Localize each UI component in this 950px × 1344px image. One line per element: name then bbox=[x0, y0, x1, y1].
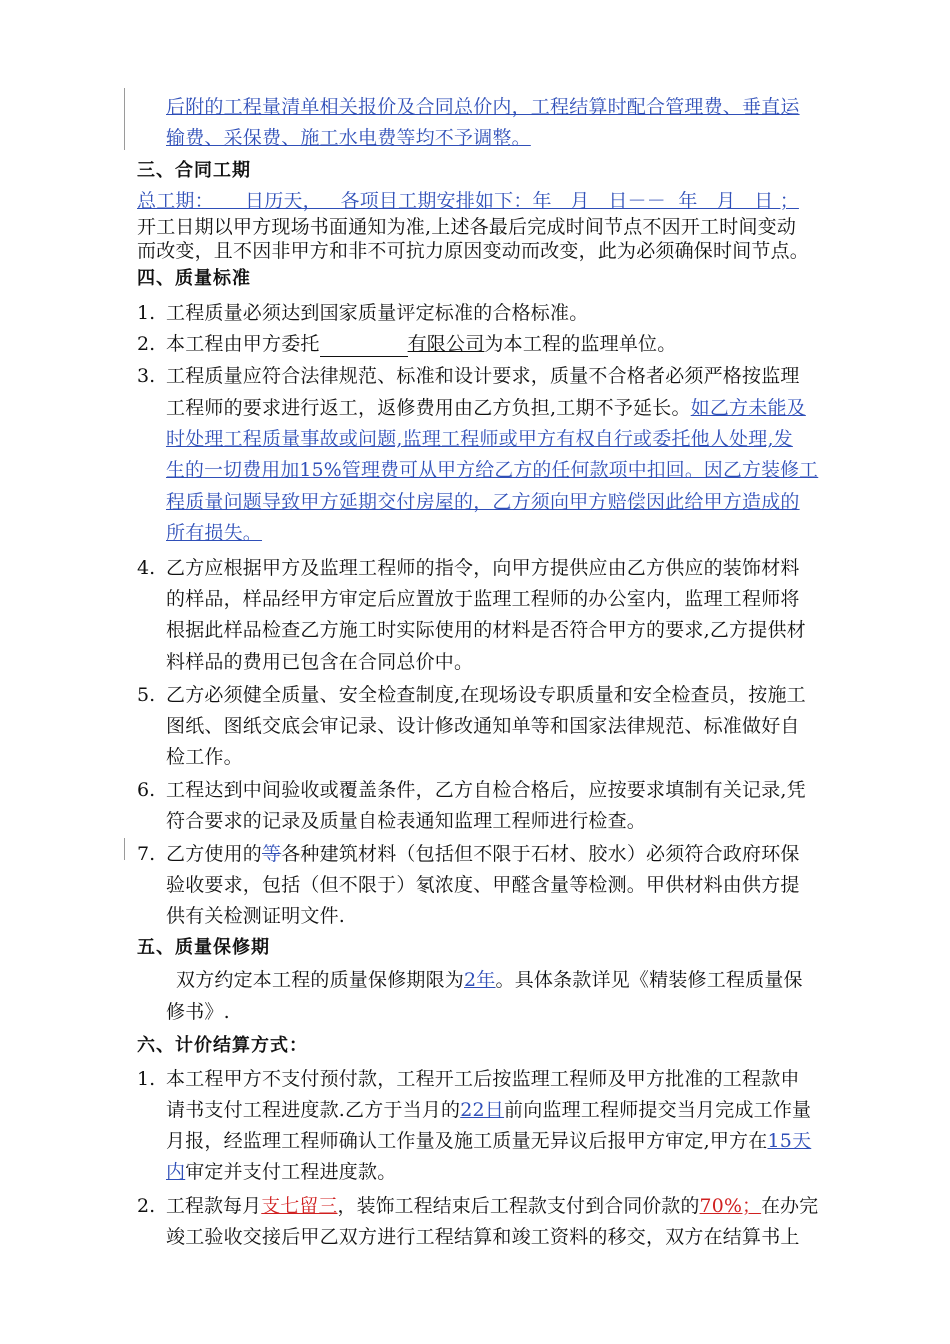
item-text: 竣工验收交接后甲乙双方进行工程结算和竣工资料的移交，双方在结算书上 bbox=[166, 1226, 800, 1248]
section2-line2: 输费、采保费、施工水电费等均不予调整。 bbox=[166, 127, 531, 149]
item-text: 符合要求的记录及质量自检表通知监理工程师进行检查。 bbox=[166, 810, 647, 832]
section3-line3: 而改变，且不因非甲方和非不可抗力原因变动而改变，此为必须确保时间节点。 bbox=[137, 240, 810, 262]
item-text-part: 各种建筑材料（包括但不限于石材、胶水）必须符合政府环保 bbox=[281, 843, 800, 865]
item-text-part: 前向监理工程师提交当月完成工作量 bbox=[504, 1099, 812, 1121]
item-text bbox=[166, 841, 800, 867]
revision-bar bbox=[124, 88, 125, 150]
item-text-part: 工程款每月 bbox=[166, 1195, 262, 1217]
section3-heading: 三、合同工期 bbox=[137, 160, 251, 181]
warranty-text: 。具体条款详见《精装修工程质量保 bbox=[495, 969, 803, 991]
item-text-part: 在办完 bbox=[761, 1195, 819, 1217]
item-text: 的样品，样品经甲方审定后应置放于监理工程师的办公室内，监理工程师将 bbox=[166, 588, 800, 610]
item-number: 5. bbox=[137, 684, 156, 706]
section2-line1: 后附的工程量清单相关报价及合同总价内，工程结算时配合管理费、垂直运 bbox=[166, 96, 800, 118]
section4-heading: 四、质量标准 bbox=[137, 268, 251, 289]
review-days-suffix: 内 bbox=[166, 1161, 186, 1183]
item-text: 工程质量应符合法律规范、标准和设计要求，质量不合格者必须严格按监理 bbox=[166, 365, 800, 387]
revised-text: 如乙方未能及 bbox=[690, 397, 806, 419]
item-text: 料样品的费用已包含在合同总价中。 bbox=[166, 651, 474, 673]
item-text: 乙方必须健全质量、安全检查制度,在现场设专职质量和安全检查员，按施工 bbox=[166, 684, 806, 706]
item-text: 检工作。 bbox=[166, 746, 243, 768]
item-text-part: 月报，经监理工程师确认工作量及施工质量无异议后报甲方审定,甲方在 bbox=[166, 1130, 768, 1152]
item-text: 本工程甲方不支付预付款，工程开工后按监理工程师及甲方批准的工程款申 bbox=[166, 1068, 800, 1090]
submission-day: 22日 bbox=[460, 1099, 505, 1121]
item-number: 3. bbox=[137, 365, 156, 387]
item-text bbox=[166, 1097, 811, 1123]
warranty-years: 2年 bbox=[464, 969, 496, 991]
item-text-part: 审定并支付工程进度款。 bbox=[185, 1161, 397, 1183]
item-text: 供有关检测证明文件. bbox=[166, 905, 346, 927]
item-text bbox=[166, 1128, 811, 1154]
item-text bbox=[166, 395, 806, 421]
revised-text: 程质量问题导致甲方延期交付房屋的，乙方须向甲方赔偿因此给甲方造成的 bbox=[166, 491, 800, 513]
item-text: 根据此样品检查乙方施工时实际使用的材料是否符合甲方的要求,乙方提供材 bbox=[166, 619, 806, 641]
item-text bbox=[166, 1193, 818, 1219]
revised-text: 时处理工程质量事故或问题,监理工程师或甲方有权自行或委托他人处理,发 bbox=[166, 428, 793, 450]
warranty-text: 双方约定本工程的质量保修期限为 bbox=[176, 969, 465, 991]
warranty-line2: 修书》. bbox=[166, 1001, 230, 1023]
item-text: 验收要求，包括（但不限于）氡浓度、甲醛含量等检测。甲供材料由供方提 bbox=[166, 874, 800, 896]
review-days: 15天 bbox=[767, 1130, 812, 1152]
revised-text: 所有损失。 bbox=[166, 522, 263, 544]
item-number: 4. bbox=[137, 557, 156, 579]
item-text bbox=[166, 331, 676, 357]
revised-text: 生的一切费用加15%管理费可从甲方给乙方的任何款项中扣回。因乙方装修工 bbox=[166, 459, 819, 481]
item-text: 乙方应根据甲方及监理工程师的指令，向甲方提供应由乙方供应的装饰材料 bbox=[166, 557, 800, 579]
item-number: 6. bbox=[137, 779, 156, 801]
item-text-part: 乙方使用的 bbox=[166, 843, 263, 865]
payment-percent: 70%； bbox=[699, 1195, 762, 1217]
company-name: 有限公司 bbox=[407, 333, 485, 355]
section5-heading: 五、质量保修期 bbox=[137, 937, 270, 958]
item-number: 7. bbox=[137, 843, 156, 865]
item-text: 图纸、图纸交底会审记录、设计修改通知单等和国家法律规范、标准做好自 bbox=[166, 715, 800, 737]
item-text: 工程达到中间验收或覆盖条件，乙方自检合格后，应按要求填制有关记录,凭 bbox=[166, 779, 806, 801]
item-text-pre: 本工程由甲方委托 bbox=[166, 333, 320, 355]
item-text bbox=[166, 1159, 396, 1185]
item-text-part: 工程师的要求进行返工，返修费用由乙方负担,工期不予延长。 bbox=[166, 397, 691, 419]
warranty-line1 bbox=[176, 967, 803, 993]
revision-bar bbox=[124, 838, 125, 860]
item-number: 2. bbox=[137, 1195, 156, 1217]
item-number: 1. bbox=[137, 1068, 156, 1090]
supervisor-blank bbox=[320, 334, 408, 357]
payment-ratio: 支七留三 bbox=[261, 1195, 338, 1217]
item-number: 2. bbox=[137, 333, 156, 355]
item-number: 1. bbox=[137, 302, 156, 324]
section3-line2: 开工日期以甲方现场书面通知为准,上述各最后完成时间节点不因开工时间变动 bbox=[137, 216, 797, 238]
item-text: 工程质量必须达到国家质量评定标准的合格标准。 bbox=[166, 302, 589, 324]
total-period-line: 总工期： 日历天， 各项目工期安排如下：年 月 日－－ 年 月 日 ； bbox=[137, 190, 799, 212]
item-text-part: 请书支付工程进度款.乙方于当月的 bbox=[166, 1099, 461, 1121]
item-text-post: 为本工程的监理单位。 bbox=[484, 333, 677, 355]
section6-heading: 六、计价结算方式： bbox=[137, 1035, 308, 1056]
deleted-text: 等 bbox=[262, 843, 282, 865]
item-text-part: ，装饰工程结束后工程款支付到合同价款的 bbox=[337, 1195, 700, 1217]
